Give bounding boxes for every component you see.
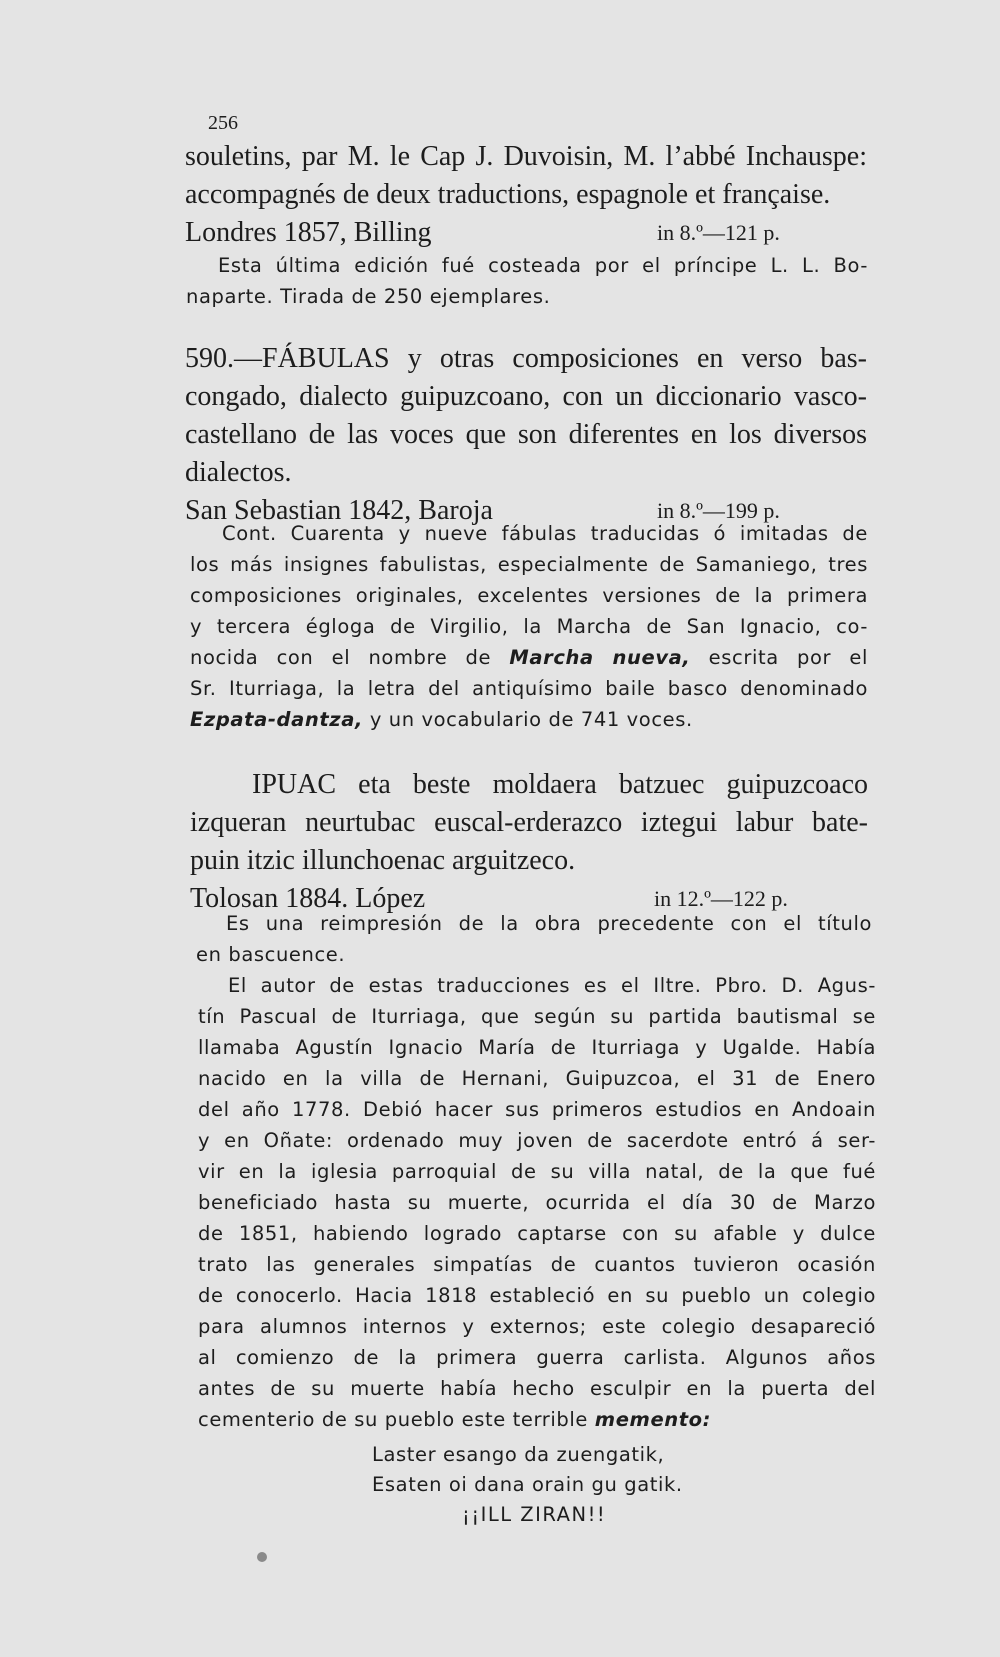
bio-line: para alumnos internos y externos; este colegio desapareció xyxy=(198,1315,876,1338)
text-line: puin itzic illunchoenac arguitzeco. xyxy=(190,845,576,876)
bio-line: antes de su muerte había hecho esculpir en la puerta del xyxy=(198,1377,876,1400)
content-text: nocida con el nombre de xyxy=(190,646,492,669)
content-line: Sr. Iturriaga, la letra del antiquísimo baile basco denominado xyxy=(190,677,868,700)
text-line: accompagnés de deux traductions, espagnole et française. xyxy=(185,179,831,210)
bio-line: nacido en la villa de Hernani, Guipuzcoa, el 31 de Enero xyxy=(198,1067,876,1090)
verse-line: Laster esango da zuengatik, xyxy=(372,1443,665,1466)
page-number: 256 xyxy=(208,112,238,134)
bio-line: El autor de estas traducciones es el Iltre. Pbro. D. Agus- xyxy=(228,974,876,997)
imprint-format: in 8.º—121 p. xyxy=(657,220,780,245)
note-line: Es una reimpresión de la obra precedente con el título xyxy=(226,912,872,935)
imprint-place-publisher: San Sebastian 1842, Baroja xyxy=(185,495,493,526)
entry-title-line: IPUAC eta beste moldaera batzuec guipuzcoaco xyxy=(252,769,868,800)
verse-line: ¡¡ILL ZIRAN!! xyxy=(462,1503,607,1526)
entry-note xyxy=(186,250,868,312)
bio-line: y en Oñate: ordenado muy joven de sacerdote entró á ser- xyxy=(198,1129,876,1152)
author-biography xyxy=(198,970,876,1435)
imprint-line xyxy=(185,214,867,252)
epitaph-verse xyxy=(372,1440,683,1530)
italic-title: Ezpata-dantza, xyxy=(190,708,363,731)
bio-line: de conocerlo. Hacia 1818 estableció en su pueblo un colegio xyxy=(198,1284,876,1307)
text-line: congado, dialecto guipuzcoano, con un diccionario vasco- xyxy=(185,381,867,412)
content-line: Cont. Cuarenta y nueve fábulas traducidas ó imitadas de xyxy=(222,522,868,545)
note-line: naparte. Tirada de 250 ejemplares. xyxy=(186,285,551,308)
italic-title: Marcha nueva, xyxy=(509,646,691,669)
bio-line xyxy=(198,1404,876,1435)
entry-590-contents xyxy=(190,518,868,735)
italic-memento: memento: xyxy=(594,1408,712,1431)
bio-line: tín Pascual de Iturriaga, que según su partida bautismal se xyxy=(198,1005,876,1028)
text-line: castellano de las voces que son diferentes en los diversos xyxy=(185,419,867,450)
content-text: y un vocabulario de 741 voces. xyxy=(369,708,693,731)
bio-text: cementerio de su pueblo este terrible xyxy=(198,1408,588,1431)
imprint-place-publisher: Tolosan 1884. López xyxy=(190,883,426,914)
content-line: y tercera égloga de Virgilio, la Marcha de San Ignacio, co- xyxy=(190,615,868,638)
content-text: escrita por el xyxy=(708,646,868,669)
imprint-format: in 8.º—199 p. xyxy=(657,498,780,523)
imprint-format: in 12.º—122 p. xyxy=(654,886,788,911)
text-line: souletins, par M. le Cap J. Duvoisin, M. l’abbé Inchauspe: xyxy=(185,141,867,172)
entry-title-text: —FÁBULAS y otras composiciones en verso bas- xyxy=(234,343,867,374)
ipuac-note xyxy=(196,908,872,970)
bio-line: beneficiado hasta su muerte, ocurrida el día 30 de Marzo xyxy=(198,1191,876,1214)
imprint-place-publisher: Londres 1857, Billing xyxy=(185,217,432,248)
bio-line: trato las generales simpatías de cuantos tuvieron ocasión xyxy=(198,1253,876,1276)
bio-line: vir en la iglesia parroquial de su villa natal, de la que fué xyxy=(198,1160,876,1183)
entry-title-line xyxy=(185,340,867,378)
text-line: dialectos. xyxy=(185,457,292,488)
bio-line: llamaba Agustín Ignacio María de Iturriaga y Ugalde. Había xyxy=(198,1036,876,1059)
bio-line: de 1851, habiendo logrado captarse con su afable y dulce xyxy=(198,1222,876,1245)
content-line xyxy=(190,642,868,673)
content-line: composiciones originales, excelentes versiones de la primera xyxy=(190,584,868,607)
note-line: en bascuence. xyxy=(196,943,346,966)
entry-number: 590. xyxy=(185,343,234,374)
entry-continuation xyxy=(185,138,867,252)
verse-line: Esaten oi dana orain gu gatik. xyxy=(372,1473,683,1496)
content-line xyxy=(190,704,868,735)
entry-590 xyxy=(185,340,867,530)
content-line: los más insignes fabulistas, especialmente de Samaniego, tres xyxy=(190,553,868,576)
note-line: Esta última edición fué costeada por el príncipe L. L. Bo- xyxy=(218,254,868,277)
bio-line: al comienzo de la primera guerra carlista. Algunos años xyxy=(198,1346,876,1369)
text-line: izqueran neurtubac euscal-erderazco iztegui labur bate- xyxy=(190,807,868,838)
ink-blot xyxy=(257,1552,267,1562)
bio-line: del año 1778. Debió hacer sus primeros estudios en Andoain xyxy=(198,1098,876,1121)
entry-ipuac xyxy=(190,766,868,918)
